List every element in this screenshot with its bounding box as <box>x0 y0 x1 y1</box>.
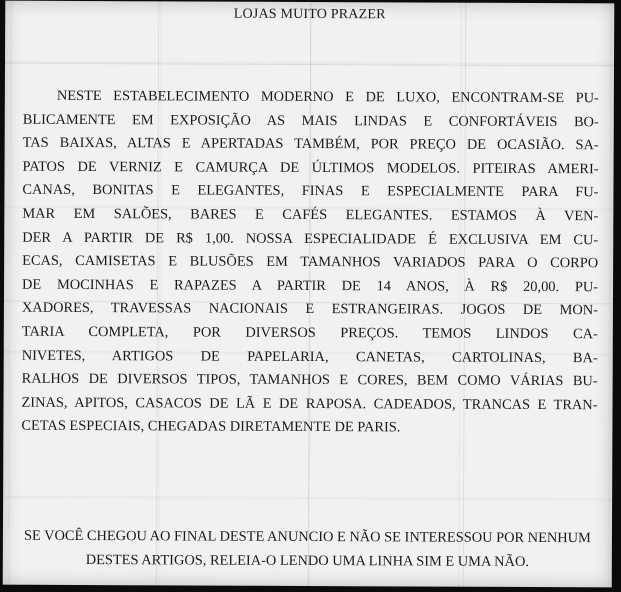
footer-line: DESTES ARTIGOS, RELEIA-O LENDO UMA LINHA SIM E UMA NÃO. <box>85 551 529 570</box>
body-line: DER A PARTIR DE R$ 1,00. NOSSA ESPECIALIDADE É EXCLUSIVA EM CU- <box>22 229 599 248</box>
body-line: TAS BAIXAS, ALTAS E APERTADAS TAMBÉM, POR PREÇO DE OCASIÃO. SA- <box>22 134 599 154</box>
body-line: XADORES, TRAVESSAS NACIONAIS E ESTRANGEIRAS. JOGOS DE MON- <box>21 300 598 319</box>
body-line: RALHOS DE DIVERSOS TIPOS, TAMANHOS E CORES, BEM COMO VÁRIAS BU- <box>21 370 598 390</box>
body-line: BLICAMENTE EM EXPOSIÇÃO AS MAIS LINDAS E CONFORTÁVEIS BO- <box>22 111 599 130</box>
body-line: NIVETES, ARTIGOS DE PAPELARIA, CANETAS, CARTOLINAS, BA- <box>21 347 598 366</box>
advertisement-body <box>21 85 599 441</box>
body-line: NESTE ESTABELECIMENTO MODERNO E DE LUXO, ENCONTRAM-SE PU- <box>56 87 599 107</box>
body-line: CANAS, BONITAS E ELEGANTES, FINAS E ESPECIALMENTE PARA FU- <box>22 182 599 201</box>
body-line: CETAS ESPECIAIS, CHEGADAS DIRETAMENTE DE PARIS. <box>21 418 401 436</box>
document-title: LOJAS MUITO PRAZER <box>233 6 386 23</box>
body-line: MAR EM SALÕES, BARES E CAFÉS ELEGANTES. ESTAMOS À VEN- <box>22 205 599 225</box>
body-line: DE MOCINHAS E RAPAZES A PARTIR DE 14 ANOS, À R$ 20,00. PU- <box>22 276 599 296</box>
footer-note <box>13 525 602 575</box>
body-line: PATOS DE VERNIZ E CAMURÇA DE ÚLTIMOS MODELOS. PITEIRAS AMERI- <box>22 158 599 178</box>
body-line: TARIA COMPLETA, POR DIVERSOS PREÇOS. TEMOS LINDOS CA- <box>21 323 598 343</box>
body-line: ZINAS, APITOS, CASACOS DE LÃ E DE RAPOSA. CADEADOS, TRANCAS E TRAN- <box>21 394 598 413</box>
paper-sheet <box>3 1 615 588</box>
footer-line: SE VOCÊ CHEGOU AO FINAL DESTE ANUNCIO E NÃO SE INTERESSOU POR NENHUM <box>23 527 591 547</box>
body-line: ECAS, CAMISETAS E BLUSÕES EM TAMANHOS VARIADOS PARA O CORPO <box>22 252 599 272</box>
